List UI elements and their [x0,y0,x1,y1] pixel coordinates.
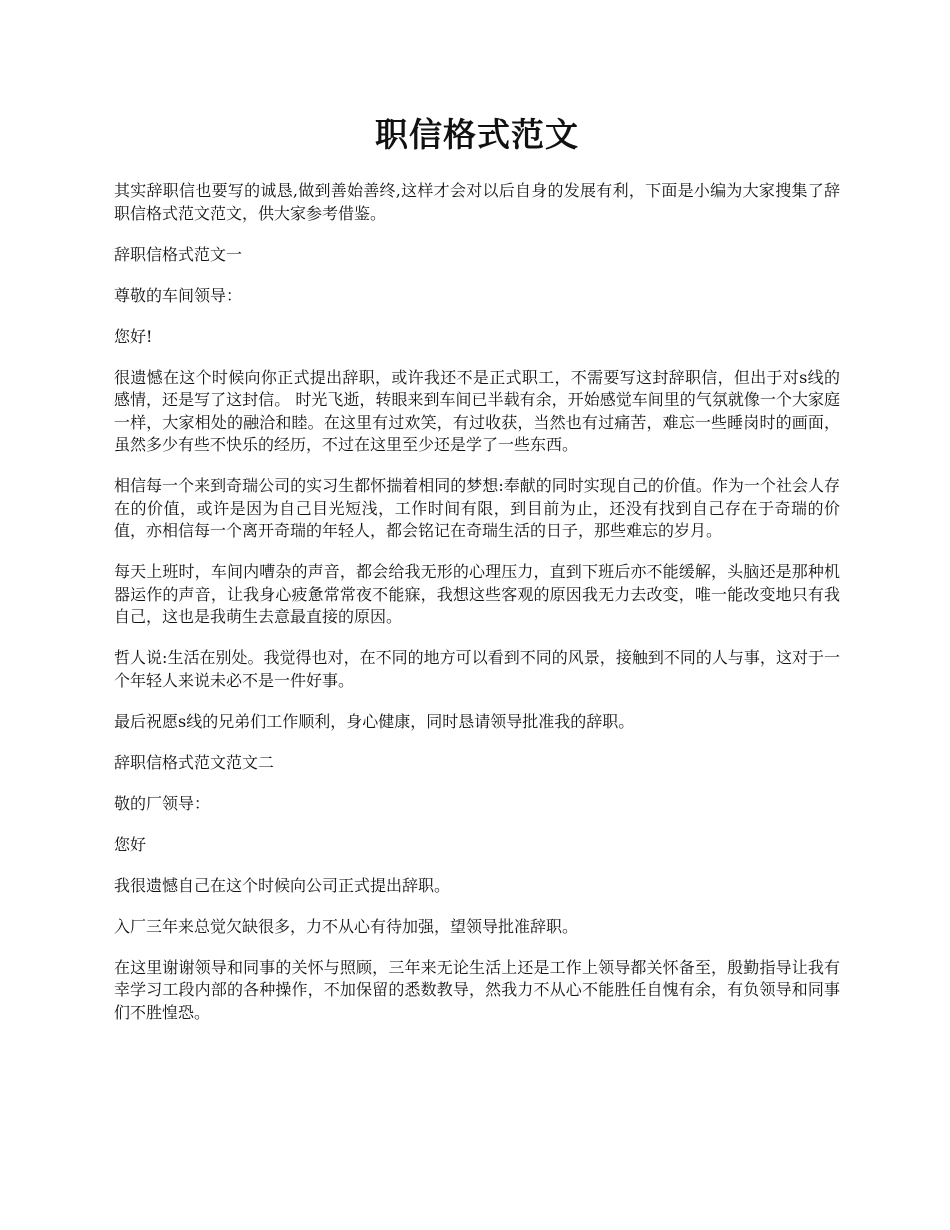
document-title: 职信格式范文 [375,115,579,154]
body-paragraph: 入厂三年来总觉欠缺很多，力不从心有待加强，望领导批准辞职。 [114,916,579,936]
salutation-two: 敬的厂领导： [114,793,211,813]
body-paragraph: 在这里谢谢领导和同事的关怀与照顾，三年来无论生活上还是工作上领导都关怀备至，殷勤指导让我有幸学习工段内部的各种操作，不加保留的悉数教导，然我力不从心不能胜任自愧有余，有负领导和同事们不胜惶恐。 [114,957,840,1022]
body-paragraph: 很遗憾在这个时候向你正式提出辞职，或许我还不是正式职工，不需要写这封辞职信，但出于对s线的感情，还是写了这封信。 时光飞逝，转眼来到车间已半载有余，开始感觉车间里的气氛就像一个大家庭一样，大家相处的融洽和睦。在这里有过欢笑，有过收获，当然也有过痛苦，难忘一些睡岗时的画面，虽然多少有些不快乐的经历，不过在这里至少还是学了一些东西。 [114,367,840,454]
body-paragraph: 相信每一个来到奇瑞公司的实习生都怀揣着相同的梦想:奉献的同时实现自己的价值。作为一个社会人存在的价值，或许是因为自己目光短浅，工作时间有限，到目前为止，还没有找到自己存在于奇瑞的价值，亦相信每一个离开奇瑞的年轻人，都会铭记在奇瑞生活的日子，那些难忘的岁月。 [114,476,840,540]
body-paragraph: 哲人说:生活在别处。我觉得也对，在不同的地方可以看到不同的风景，接触到不同的人与事，这对于一个年轻人来说未必不是一件好事。 [114,648,840,690]
body-paragraph: 我很遗憾自己在这个时候向公司正式提出辞职。 [114,875,451,895]
salutation-one: 尊敬的车间领导： [114,285,243,305]
document-page [114,112,840,1043]
intro-paragraph: 其实辞职信也要写的诚恳,做到善始善终,这样才会对以后自身的发展有利，下面是小编为大家搜集了辞职信格式范文范文，供大家参考借鉴。 [114,181,840,223]
greeting-two: 您好 [114,834,147,854]
closing-paragraph-one: 最后祝愿s线的兄弟们工作顺利，身心健康，同时恳请领导批准我的辞职。 [114,711,635,731]
section-heading-two: 辞职信格式范文范文二 [114,752,275,772]
body-paragraph: 每天上班时，车间内嘈杂的声音，都会给我无形的心理压力，直到下班后亦不能缓解，头脑还是那种机器运作的声音，让我身心疲惫常常夜不能寐，我想这些客观的原因我无力去改变，唯一能改变地只有我自己，这也是我萌生去意最直接的原因。 [114,562,840,626]
greeting-one: 您好! [114,326,153,346]
section-heading-one: 辞职信格式范文一 [114,244,243,264]
